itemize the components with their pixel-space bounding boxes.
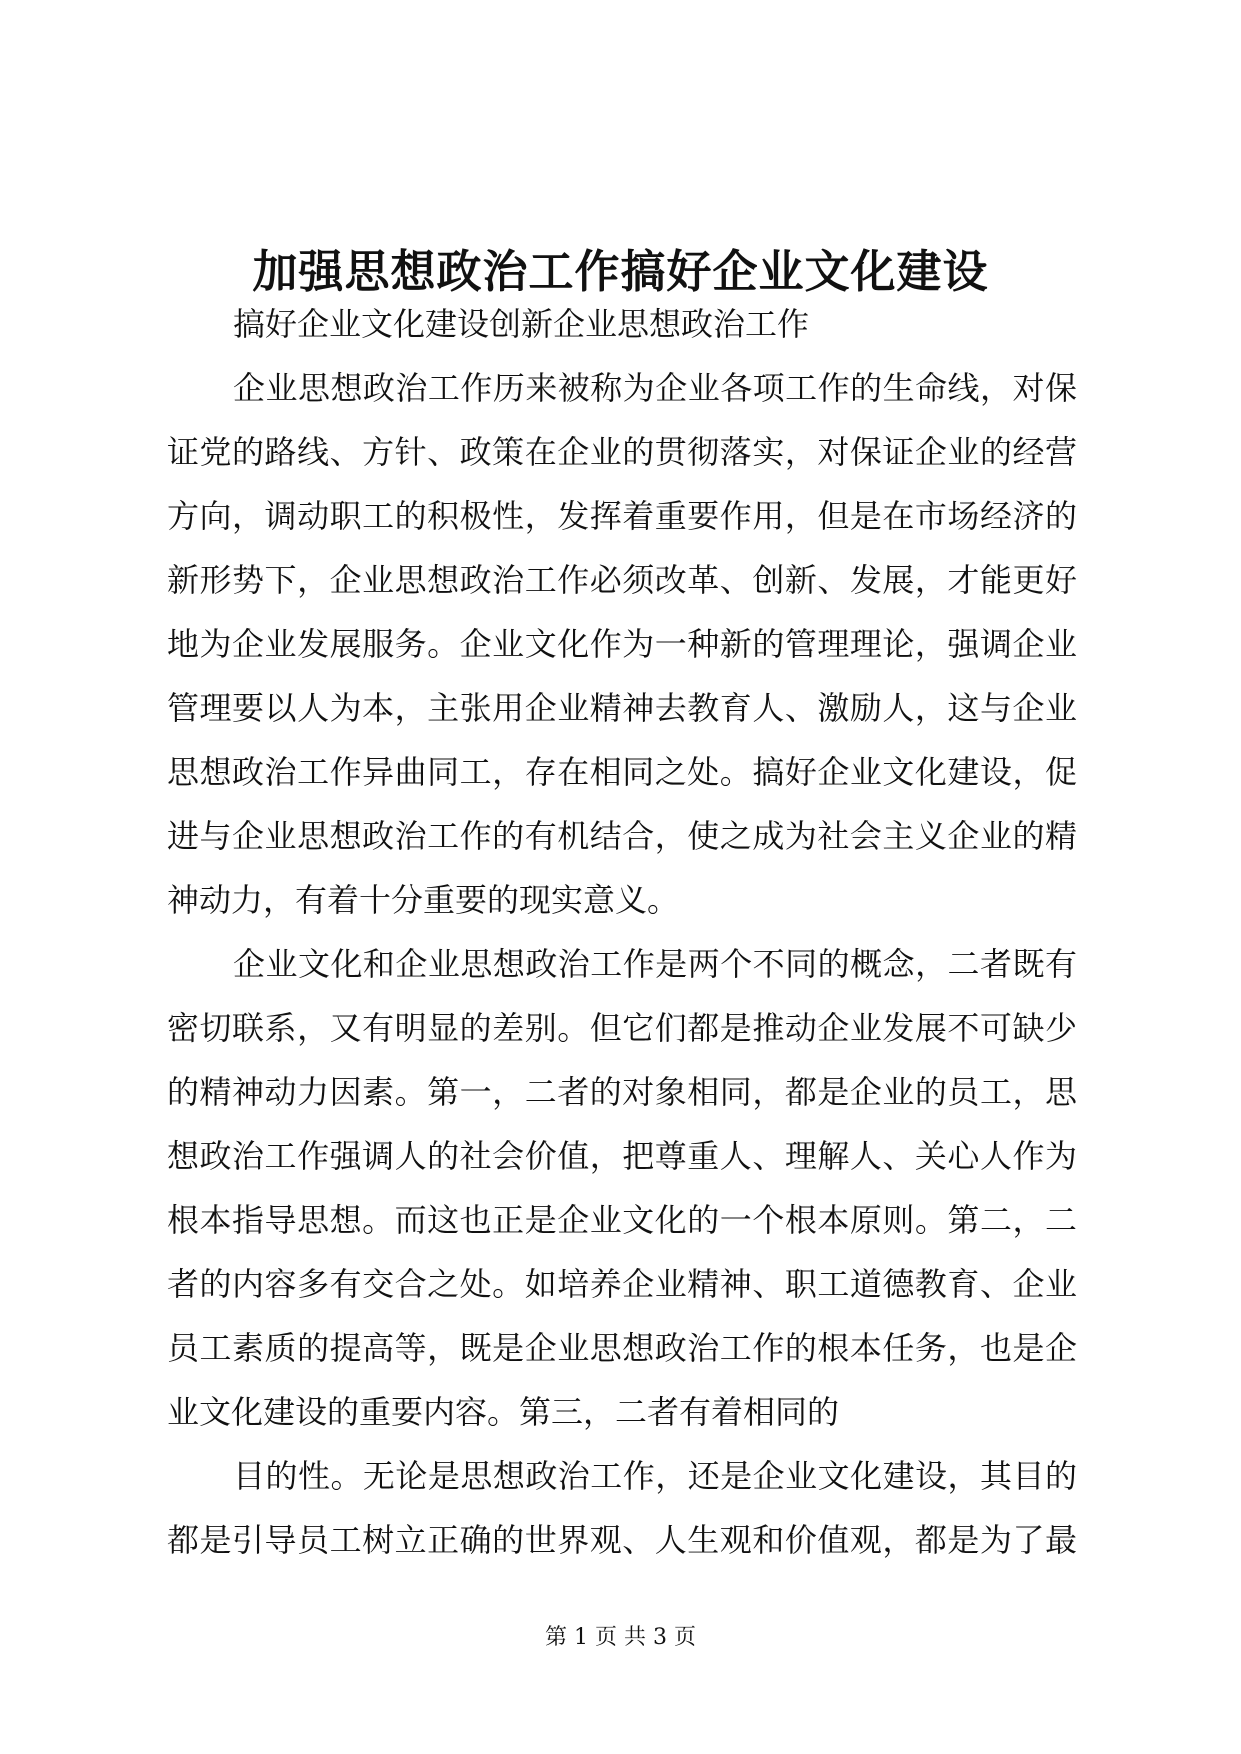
paragraph-line: 进与企业思想政治工作的有机结合，使之成为社会主义企业的精 <box>167 817 1077 855</box>
paragraph-line: 都是引导员工树立正确的世界观、人生观和价值观，都是为了最 <box>167 1521 1077 1559</box>
paragraph-line: 管理要以人为本，主张用企业精神去教育人、激励人，这与企业 <box>167 689 1077 727</box>
paragraph-line: 地为企业发展服务。企业文化作为一种新的管理理论，强调企业 <box>167 625 1077 663</box>
paragraph-line: 神动力，有着十分重要的现实意义。 <box>167 881 680 919</box>
paragraph-3 <box>167 1444 1077 1572</box>
paragraph-line: 方向，调动职工的积极性，发挥着重要作用，但是在市场经济的 <box>167 497 1077 535</box>
paragraph-line: 根本指导思想。而这也正是企业文化的一个根本原则。第二，二 <box>167 1201 1077 1239</box>
paragraph-line: 业文化建设的重要内容。第三，二者有着相同的 <box>167 1393 840 1431</box>
paragraph-line: 新形势下，企业思想政治工作必须改革、创新、发展，才能更好 <box>167 561 1077 599</box>
paragraph-line: 的精神动力因素。第一，二者的对象相同，都是企业的员工，思 <box>167 1073 1077 1111</box>
paragraph-line: 证党的路线、方针、政策在企业的贯彻落实，对保证企业的经营 <box>167 433 1077 471</box>
paragraph-line: 密切联系，又有明显的差别。但它们都是推动企业发展不可缺少 <box>167 1009 1077 1047</box>
document-title: 加强思想政治工作搞好企业文化建设 <box>252 245 989 299</box>
paragraph-line: 想政治工作强调人的社会价值，把尊重人、理解人、关心人作为 <box>167 1137 1077 1175</box>
paragraph-line: 员工素质的提高等，既是企业思想政治工作的根本任务，也是企 <box>167 1329 1077 1367</box>
paragraph-line: 目的性。无论是思想政治工作，还是企业文化建设，其目的 <box>233 1457 1077 1495</box>
page-footer: 第 1 页 共 3 页 <box>545 1625 696 1650</box>
paragraph-line: 者的内容多有交合之处。如培养企业精神、职工道德教育、企业 <box>167 1265 1077 1303</box>
paragraph-line: 思想政治工作异曲同工，存在相同之处。搞好企业文化建设，促 <box>167 753 1077 791</box>
document-body <box>167 292 1077 1572</box>
document-subtitle: 搞好企业文化建设创新企业思想政治工作 <box>233 305 810 343</box>
paragraph-2 <box>167 932 1077 1444</box>
paragraph-line: 企业思想政治工作历来被称为企业各项工作的生命线，对保 <box>233 369 1077 407</box>
paragraph-line: 企业文化和企业思想政治工作是两个不同的概念，二者既有 <box>233 945 1077 983</box>
paragraph-1 <box>167 356 1077 932</box>
